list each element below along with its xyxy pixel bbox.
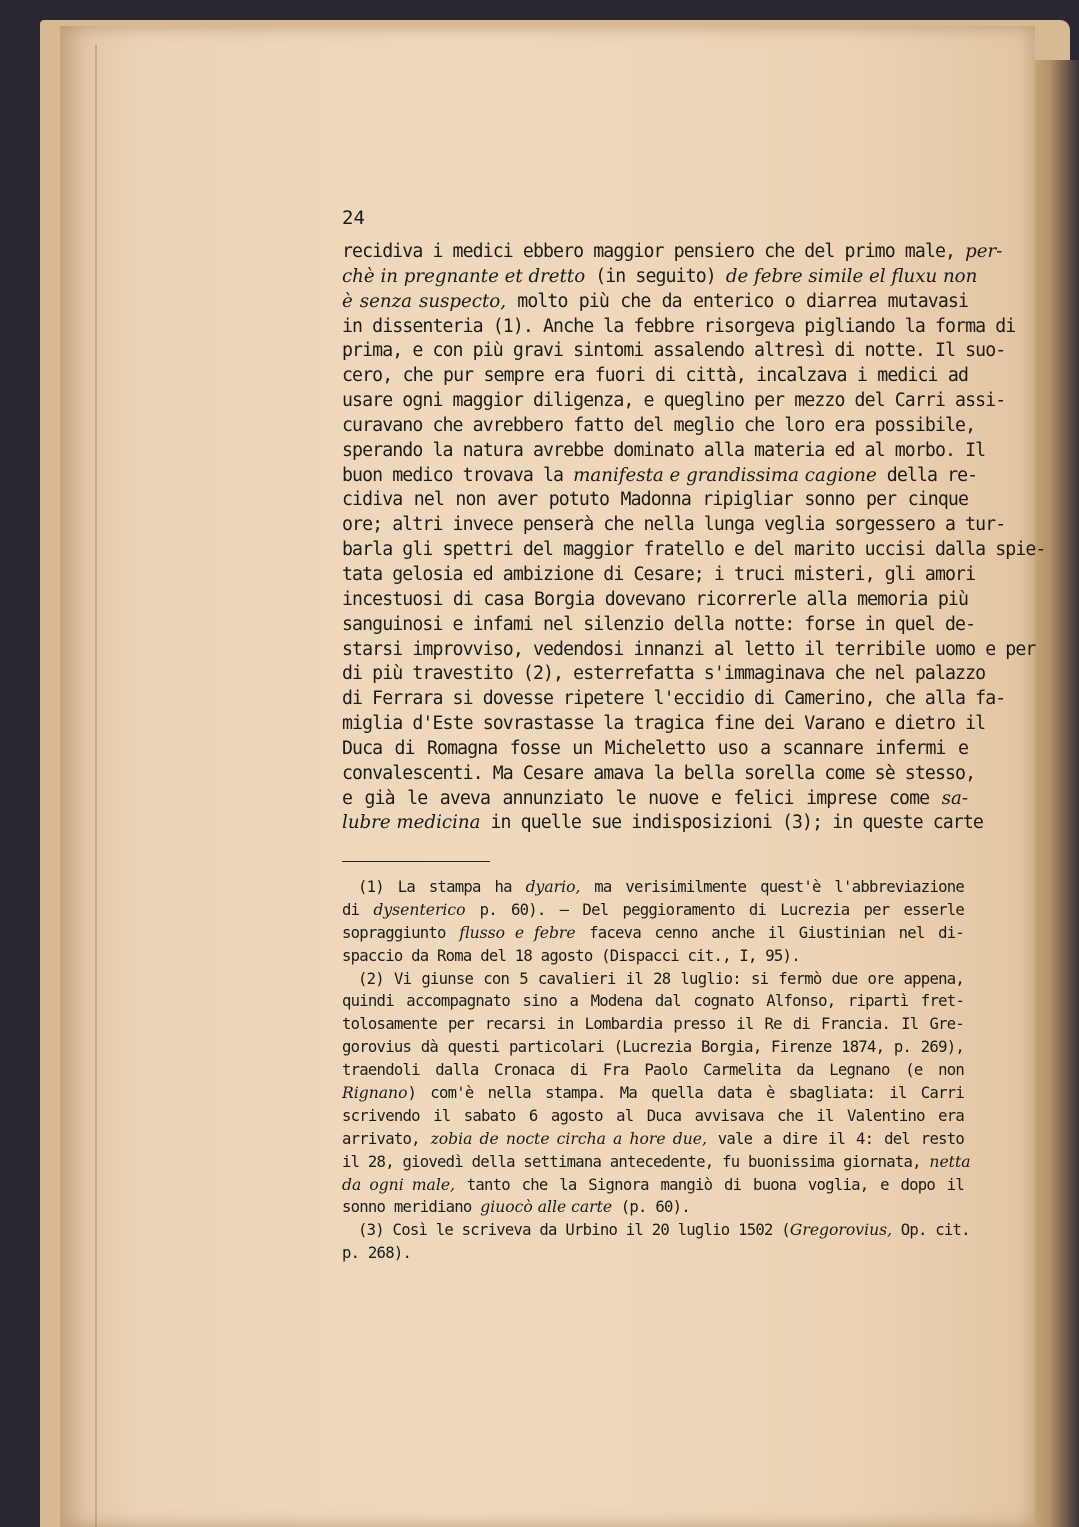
footnote-line: p. 268). — [342, 1244, 412, 1263]
footnote-separator — [342, 861, 490, 862]
text-line: e già le aveva annunziato le nuove e felici imprese come sa- — [342, 787, 968, 809]
main-text — [342, 240, 1046, 836]
text-line: sperando la natura avrebbe dominato alla materia ed al morbo. Il — [342, 439, 986, 461]
text-line: ore; altri invece penserà che nella lunga veglia sorgessero a tur- — [342, 514, 1006, 536]
text-line: recidiva i medici ebbero maggior pensiero che del primo male, per- — [342, 241, 1003, 262]
footnote-line: scrivendo il sabato 6 agosto al Duca avvisava che il Valentino era — [342, 1106, 964, 1125]
text-line: prima, e con più gravi sintomi assalendo altresì di notte. Il suo- — [342, 340, 1006, 362]
text-line: tata gelosia ed ambizione di Cesare; i truci misteri, gli amori — [342, 563, 976, 585]
footnotes — [342, 876, 971, 1265]
text-line: lubre medicina in quelle sue indisposizioni (3); in queste carte — [342, 812, 983, 834]
footnote-line: il 28, giovedì della settimana antecedente, fu buonissima giornata, netta — [342, 1152, 971, 1171]
text-line: curavano che avrebbero fatto del meglio che loro era possibile, — [342, 414, 976, 436]
text-line: di Ferrara si dovesse ripetere l'eccidio di Camerino, che alla fa- — [342, 688, 1006, 710]
text-line: buon medico trovava la manifesta e grandissima cagione della re- — [342, 464, 978, 486]
text-line: convalescenti. Ma Cesare amava la bella sorella come sè stesso, — [342, 762, 976, 784]
footnote-line: gorovius dà questi particolari (Lucrezia Borgia, Firenze 1874, p. 269), — [342, 1038, 964, 1057]
text-line: incestuosi di casa Borgia dovevano ricorrerle alla memoria più — [342, 588, 968, 610]
footnote-line: di dysenterico p. 60). — Del peggioramento di Lucrezia per esserle — [342, 900, 964, 919]
footnote-line: spaccio da Roma del 18 agosto (Dispacci cit., I, 95). — [342, 946, 800, 965]
text-line: cero, che pur sempre era fuori di città, incalzava i medici ad — [342, 365, 968, 387]
footnote-line: arrivato, zobia de nocte circha a hore due, vale a dire il 4: del resto — [342, 1129, 964, 1148]
footnote-line: da ogni male, tanto che la Signora mangiò di buona voglia, e dopo il — [342, 1175, 964, 1194]
text-line: barla gli spettri del maggior fratello e del marito uccisi dalla spie- — [342, 539, 1046, 561]
facing-page-edge — [1030, 60, 1079, 1527]
footnote-line: sonno meridiano giuocò alle carte (p. 60). — [342, 1198, 690, 1217]
page-number: 24 — [342, 207, 365, 229]
text-line: usare ogni maggior diligenza, e queglino per mezzo del Carri assi- — [342, 390, 1006, 412]
footnote-line: (2) Vi giunse con 5 cavalieri il 28 luglio: si fermò due ore appena, — [358, 969, 964, 988]
footnote-line: traendoli dalla Cronaca di Fra Paolo Carmelita da Legnano (e non — [342, 1061, 964, 1080]
footnote-line: sopraggiunto flusso e febre faceva cenno anche il Giustinian nel di- — [342, 923, 964, 942]
text-line: in dissenteria (1). Anche la febbre risorgeva pigliando la forma di — [342, 315, 1016, 337]
text-line: starsi improvviso, vedendosi innanzi al letto il terribile uomo e per — [342, 638, 1036, 660]
footnote-line: tolosamente per recarsi in Lombardia presso il Re di Francia. Il Gre- — [342, 1015, 964, 1034]
footnote-line: (1) La stampa ha dyario, ma verisimilmente quest'è l'abbreviazione — [358, 878, 964, 896]
text-line: Duca di Romagna fosse un Micheletto uso a scannare infermi e — [342, 737, 968, 759]
text-line: chè in pregnante et dretto (in seguito) de febre simile el fluxu non — [342, 265, 978, 287]
footnote-line: Rignano) com'è nella stampa. Ma quella data è sbagliata: il Carri — [342, 1084, 964, 1103]
text-line: sanguinosi e infami nel silenzio della notte: forse in quel de- — [342, 613, 976, 635]
footnote-line: (3) Così le scriveva da Urbino il 20 luglio 1502 (Gregorovius, Op. cit. — [358, 1221, 970, 1240]
text-line: cidiva nel non aver potuto Madonna ripigliar sonno per cinque — [342, 489, 968, 511]
footnote-line: quindi accompagnato sino a Modena dal cognato Alfonso, ripartì fret- — [342, 992, 964, 1011]
page-gutter-line — [95, 45, 97, 1527]
text-line: miglia d'Este sovrastasse la tragica fine dei Varano e dietro il — [342, 713, 986, 735]
text-line: è senza suspecto, molto più che da enterico o diarrea mutavasi — [342, 290, 968, 312]
text-line: di più travestito (2), esterrefatta s'immaginava che nel palazzo — [342, 663, 986, 685]
